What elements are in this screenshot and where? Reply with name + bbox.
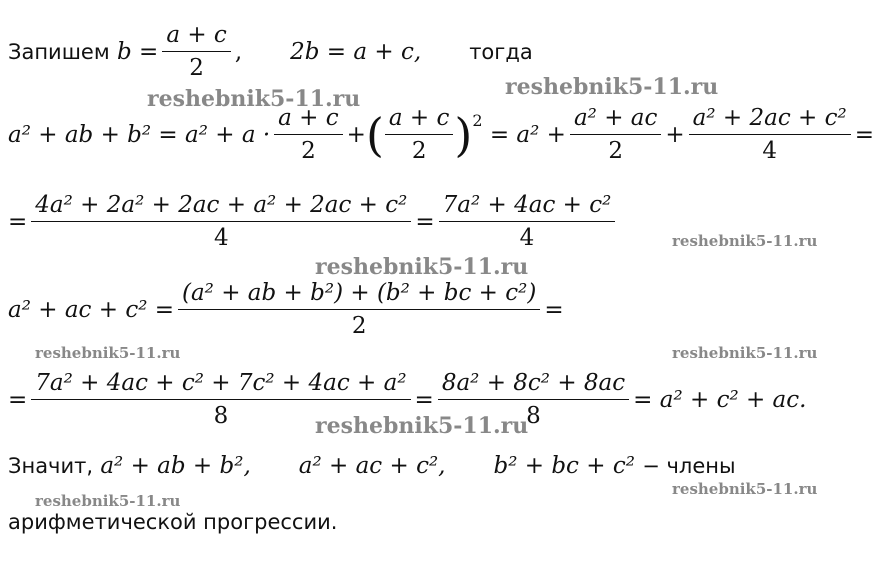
line-1-word: тогда bbox=[469, 39, 533, 64]
fraction-5-den: 4 bbox=[762, 138, 777, 164]
line-3-eq-2: = bbox=[415, 208, 435, 235]
line-5-end: = a² + c² + ac. bbox=[633, 386, 807, 413]
line-2-plus-2: + bbox=[665, 121, 685, 148]
line-6-text: Значит, bbox=[8, 454, 94, 478]
watermark: reshebnik5-11.ru bbox=[315, 413, 529, 439]
line-5-eq: = bbox=[8, 386, 28, 413]
line-1-expr-2: 2b = a + c, bbox=[290, 38, 422, 65]
fraction-2 bbox=[274, 105, 343, 164]
watermark: reshebnik5-11.ru bbox=[35, 344, 181, 362]
line-6 bbox=[8, 453, 736, 479]
fraction-9-num: 7a² + 4ac + c² + 7c² + 4ac + a² bbox=[31, 370, 410, 400]
fraction-6-num: 4a² + 2a² + 2ac + a² + 2ac + c² bbox=[31, 192, 411, 222]
fraction-4-num: a² + ac bbox=[570, 105, 661, 135]
fraction-10-num: 8a² + 8c² + 8ac bbox=[438, 370, 629, 400]
fraction-2-den: 2 bbox=[301, 138, 316, 164]
watermark: reshebnik5-11.ru bbox=[672, 344, 818, 362]
fraction-6 bbox=[31, 192, 411, 251]
fraction-8 bbox=[178, 280, 540, 339]
fraction-7 bbox=[439, 192, 616, 251]
line-2-expr-2: = a² + bbox=[489, 121, 566, 148]
fraction-7-den: 4 bbox=[519, 225, 535, 251]
line-7-text: арифметической прогрессии. bbox=[8, 510, 338, 534]
watermark: reshebnik5-11.ru bbox=[672, 232, 818, 250]
fraction-1-den: 2 bbox=[189, 55, 204, 81]
fraction-10-den: 8 bbox=[526, 403, 541, 429]
fraction-5-num: a² + 2ac + c² bbox=[689, 105, 851, 135]
line-6-word: − члены bbox=[642, 454, 736, 478]
line-6-term-1: a² + ab + b², bbox=[100, 453, 251, 479]
fraction-6-den: 4 bbox=[214, 225, 229, 251]
fraction-7-num: 7a² + 4ac + c² bbox=[439, 192, 616, 222]
line-2-end: = bbox=[854, 121, 874, 148]
left-paren: ( bbox=[365, 107, 384, 162]
line-6-term-3: b² + bc + c² bbox=[493, 453, 635, 479]
fraction-2-num: a + c bbox=[274, 105, 343, 135]
watermark: reshebnik5-11.ru bbox=[672, 480, 818, 498]
line-7 bbox=[8, 510, 337, 534]
fraction-1-num: a + c bbox=[162, 22, 231, 52]
line-3-eq: = bbox=[8, 208, 28, 235]
fraction-5 bbox=[689, 105, 851, 164]
fraction-1 bbox=[162, 22, 231, 81]
line-5-eq-2: = bbox=[414, 386, 434, 413]
line-2-expr: a² + ab + b² = a² + a · bbox=[8, 121, 271, 148]
line-1 bbox=[8, 22, 533, 81]
fraction-3 bbox=[385, 105, 454, 164]
line-3 bbox=[8, 192, 619, 251]
watermark: reshebnik5-11.ru bbox=[505, 74, 719, 100]
fraction-8-num: (a² + ab + b²) + (b² + bc + c²) bbox=[178, 280, 540, 310]
fraction-4 bbox=[570, 105, 661, 164]
line-1-expr: b = bbox=[117, 38, 159, 65]
watermark: reshebnik5-11.ru bbox=[35, 492, 181, 510]
watermark: reshebnik5-11.ru bbox=[315, 254, 529, 280]
fraction-8-den: 2 bbox=[351, 313, 367, 339]
line-4-end: = bbox=[544, 296, 564, 323]
exponent: 2 bbox=[472, 111, 483, 130]
fraction-3-den: 2 bbox=[411, 138, 427, 164]
line-6-term-2: a² + ac + c², bbox=[298, 453, 446, 479]
line-4 bbox=[8, 280, 564, 339]
line-4-expr: a² + ac + c² = bbox=[8, 296, 174, 323]
line-1-comma: , bbox=[234, 38, 243, 65]
fraction-9-den: 8 bbox=[213, 403, 229, 429]
fraction-4-den: 2 bbox=[608, 138, 623, 164]
line-1-text: Запишем bbox=[8, 39, 110, 64]
line-2 bbox=[8, 105, 874, 164]
fraction-3-num: a + c bbox=[385, 105, 454, 135]
line-2-plus: + bbox=[346, 121, 366, 148]
right-paren: ) bbox=[454, 107, 473, 162]
watermark: reshebnik5-11.ru bbox=[147, 86, 361, 112]
